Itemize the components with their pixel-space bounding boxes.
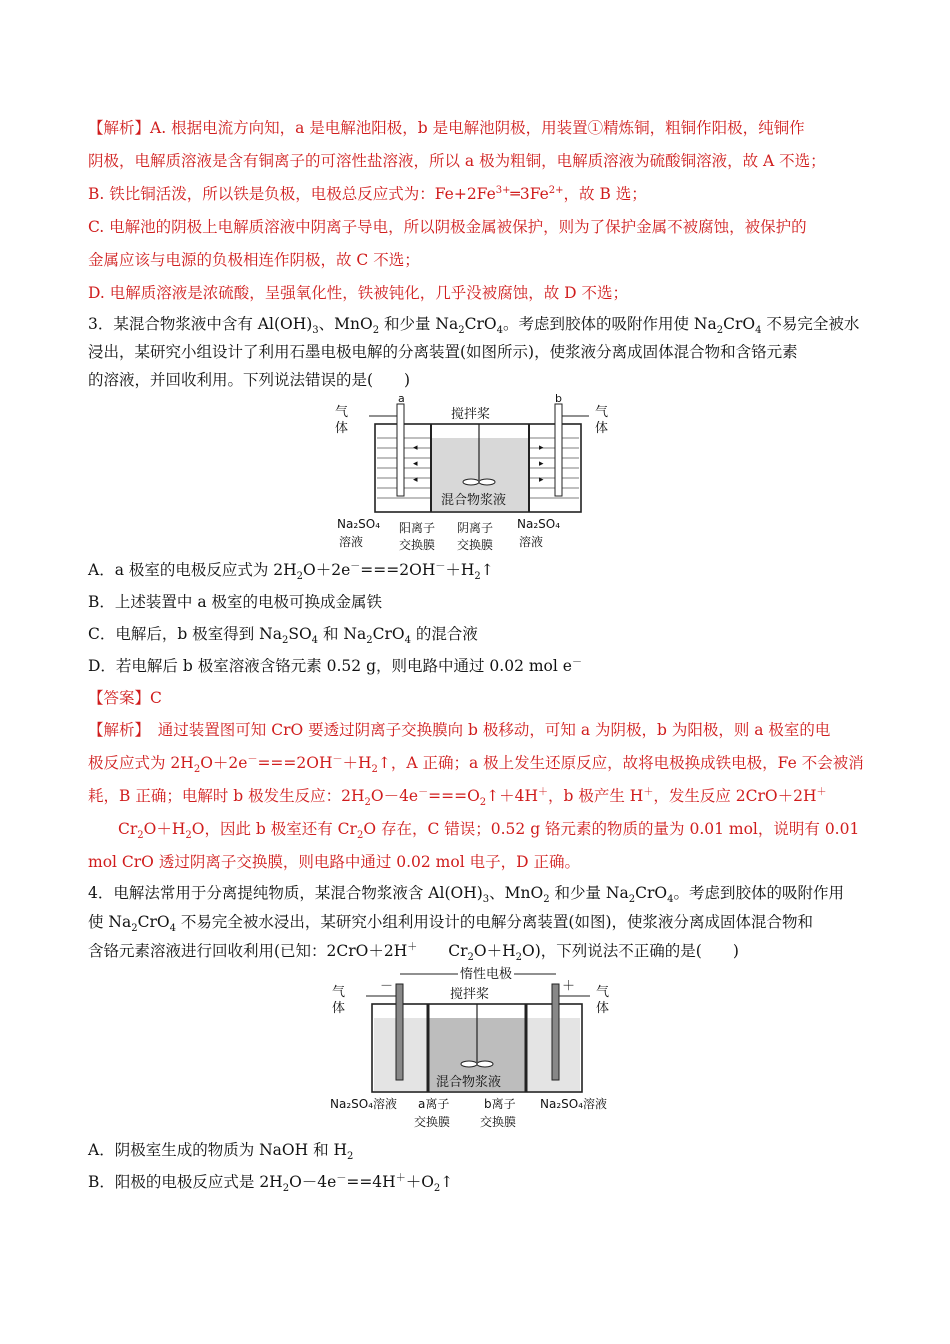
gas-label-left: 体 [335,421,349,436]
slurry-label: 混合物浆液 [441,493,507,508]
analysis-line: 【解析】 通过装置图可知 CrO 要透过阴离子交换膜向 b 极移动，可知 a 为阴极，b 为阳极，则 a 极室的电 [88,721,831,739]
option-a: A．a 极室的电极反应式为 $2H_2O+2e^-===2OH^-+H_2↑$ [88,560,494,583]
document-page [88,112,868,1198]
minus-sign: － [380,979,394,994]
stirrer-label: 搅拌桨 [451,407,491,422]
stirrer-blade [479,479,495,485]
gas-label-left: 体 [332,1001,346,1016]
electrode-label: 惰性电极 [460,967,513,982]
option-b: B．上述装置中 a 极室的电极可换成金属铁 [88,593,382,611]
gas-label-right: 体 [596,1001,610,1016]
membrane-b-label: 交换膜 [480,1115,517,1129]
analysis-line: 阴极，电解质溶液是含有铜离子的可溶性盐溶液，所以 a 极为粗铜，电解质溶液为硫酸铜溶液，故 A 不选； [88,152,826,170]
svg-text:◂: ◂ [413,459,418,469]
inert-electrode-right [552,984,559,1080]
question-stem-line: 含铬元素溶液进行回收利用(已知：2CrO＋2H＋ $Cr_2O+H_2O$)，下列说法不正确的是( ) [88,941,739,964]
svg-text:◂: ◂ [413,443,418,453]
question-3 [88,310,868,879]
stirrer-blade [463,479,479,485]
option-b: B．阳极的电极反应式是 $2H_2O-4e^-==4H^++O_2↑$ [88,1172,454,1195]
gas-label-right: 体 [595,421,609,436]
option-c: C．电解后，b 极室得到 $Na_2SO_4$ 和 $Na_2CrO_4$ 的混合液 [88,625,478,647]
solution-label-left: 溶液 [339,535,364,549]
option-d: D．若电解后 b 极室溶液含铬元素 0.52 g，则电路中通过 0.02 mol e－ [88,656,582,675]
slurry-label: 混合物浆液 [436,1075,502,1090]
question-stem-line: 4．电解法常用于分离提纯物质，某混合物浆液含 $Al(OH)_3$、MnO$_2$ 和少量 $Na_2CrO_4$。考虑到胶体的吸附作用 [88,884,844,906]
electrolysis-diagram-q3 [333,394,623,554]
svg-text:▸: ▸ [539,443,544,453]
question-stem-line: 浸出，某研究小组设计了利用石墨电极电解的分离装置(如图所示)，使浆液分离成固体混合物和含铬元素 [88,343,798,361]
membrane-a-label: a离子 [418,1097,450,1111]
gas-label-left: 气 [332,985,346,1000]
membrane-label: 阳离子 [399,521,436,535]
answer: 【答案】C [88,689,162,707]
na2so4-label-left: Na₂SO₄溶液 [330,1097,398,1111]
analysis-line: 耗，B 正确；电解时 b 极发生反应：$2H_2O-4e^-===O_2↑+4H^+$，b 极产生 H＋，发生反应 2CrO＋2H＋ [88,786,827,809]
analysis-line: 【解析】A. 根据电流方向知，a 是电解池阳极，b 是电解池阴极，用装置①精炼铜，粗铜作阳极，纯铜作 [88,119,805,137]
electrolysis-diagram-q4 [328,966,628,1134]
electrode-b [555,404,562,496]
electrode-a-label: a [398,394,405,405]
analysis-line: D. 电解质溶液是浓硫酸，呈强氧化性，铁被钝化，几乎没被腐蚀，故 D 不选； [88,284,629,302]
question-stem-line: 使 $Na_2CrO_4$ 不易完全被水浸出，某研究小组利用设计的电解分离装置(如图)，使浆液分离成固体混合物和 [88,913,813,935]
svg-text:◂: ◂ [413,475,418,485]
stirrer-label: 搅拌桨 [450,987,490,1002]
stirrer-blade [477,1061,493,1067]
membrane-label: 交换膜 [457,538,494,552]
analysis-line: $Cr_2O+H_2O$，因此 b 极室还有 $Cr_2O$ 存在，C 错误；0.52 g 铬元素的物质的量为 0.01 mol，说明有 0.01 [118,820,860,842]
electrode-b-label: b [555,394,562,405]
svg-text:▸: ▸ [539,475,544,485]
question-4 [88,879,868,1198]
na2so4-label-right: Na₂SO₄溶液 [540,1097,608,1111]
analysis-line: 金属应该与电源的负极相连作阴极，故 C 不选； [88,251,420,269]
question-stem-line: 3．某混合物浆液中含有 $Al(OH)_3$、MnO$_2$ 和少量 $Na_2CrO_4$。考虑到胶体的吸附作用使 $Na_2CrO_4$ 不易完全被水 [88,315,860,337]
gas-label-left: 气 [335,405,349,420]
option-a: A．阴极室生成的物质为 NaOH 和 $H_2$ [88,1141,354,1163]
analysis-block-1 [88,112,868,310]
na2so4-label-left: Na₂SO₄ [337,517,381,531]
gas-label-right: 气 [595,405,609,420]
membrane-a-label: 交换膜 [414,1115,451,1129]
na2so4-label-right: Na₂SO₄ [517,517,561,531]
analysis-line: C. 电解池的阴极上电解质溶液中阴离子导电，所以阴极金属被保护，则为了保护金属不被腐蚀，被保护的 [88,218,807,236]
analysis-line: 极反应式为 $2H_2O+2e^-===2OH^-+H_2↑$，A 正确；a 极上发生还原反应，故将电极换成铁电极，Fe 不会被消 [88,753,864,776]
solution-label-right: 溶液 [519,535,544,549]
electrode-a [397,404,404,496]
plus-sign: ＋ [562,979,576,994]
svg-text:▸: ▸ [539,459,544,469]
stirrer-blade [461,1061,477,1067]
analysis-line: B. 铁比铜活泼，所以铁是负极，电极总反应式为：$Fe+2Fe^{3+}═3Fe^{2+}$，故 B 选； [88,184,647,203]
question-stem-line: 的溶液，并回收利用。下列说法错误的是( ) [88,371,411,389]
analysis-block-2 [88,714,868,879]
membrane-label: 阴离子 [457,521,494,535]
membrane-b-label: b离子 [484,1097,516,1111]
analysis-line: mol CrO 透过阴离子交换膜，则电路中通过 0.02 mol 电子，D 正确。 [88,853,580,871]
membrane-label: 交换膜 [399,538,436,552]
inert-electrode-left [396,984,403,1080]
gas-label-right: 气 [596,985,610,1000]
